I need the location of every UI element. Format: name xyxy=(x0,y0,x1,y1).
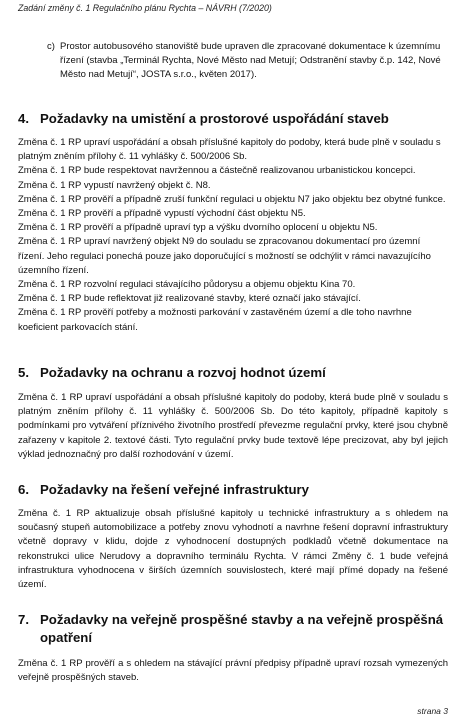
list-item-label: c) xyxy=(47,41,55,52)
section-title: Požadavky na veřejně prospěšné stavby a na veřejně prospěšná opatření xyxy=(40,612,444,645)
paragraph-line: Změna č. 1 RP bude respektovat navržennou a částečně realizovanou urbanistickou koncepci. xyxy=(18,165,416,177)
section-5-body: Změna č. 1 RP upraví uspořádání a obsah příslušné kapitoly do podoby, která bude plně v souladu s platným zněním přílohy č. 11 vyhlášky č. 500/2006 Sb. Do této kapitoly, případně kapitoly s podmínkami pro vytváření příznivého životního prostředí převezme regulační prvky, které jsou chybně zařazeny v kapitole 2. textové části. Tyto regulační prvky bude textově lépe precizovat, aby byl jejich výklad jednoznačný pro další rozhodování v území. xyxy=(18,392,448,460)
paragraph-line: Změna č. 1 RP upraví uspořádání a obsah příslušné kapitoly do podoby, která bude plně v souladu s platným zněním přílohy č. 11 vyhlášky č. 500/2006 Sb. xyxy=(18,137,441,163)
list-item-c xyxy=(47,40,448,82)
paragraph-line: Změna č. 1 RP prověří a případně upraví typ a výšku dvorního oplocení u objektu N5. xyxy=(18,222,378,234)
section-6-body: Změna č. 1 RP aktualizuje obsah příslušné kapitoly u technické infrastruktury a s ohledem na současný stupeň automobilizace a potřeby znovu vyhodnotí a navrhne řešení dopravní infrastruktury včetně dopravy v klidu, dojde z vyhodnocení dostupných podkladů včetně dokumentace na rekonstrukci ulice Nerudovy a dopravního terminálu Rychta. V rámci Změny č. 1 bude veřejná infrastruktura vyhodnocena v širších územních souvislostech, které mají přímé dopady na řešené území. xyxy=(18,508,448,591)
page-header: Zadání změny č. 1 Regulačního plánu Rychta – NÁVRH (7/2020) xyxy=(18,3,272,13)
list-item-text: Prostor autobusového stanoviště bude upraven dle zpracované dokumentace k územnímu řízení (stavba „Terminál Rychta, Nové Město nad Metují; Odstranění stavby č.p. 142, Nové Město nad Metují“, JOSTA s.r.o., květen 2017). xyxy=(60,41,441,80)
paragraph-line: Změna č. 1 RP rozvolní regulaci stávajícího půdorysu a objemu objektu Kina 70. xyxy=(18,279,356,291)
paragraph-line: Změna č. 1 RP bude reflektovat již realizované stavby, které označí jako stávající. xyxy=(18,293,361,305)
section-number: 4. xyxy=(18,111,29,126)
paragraph-line: Změna č. 1 RP prověří a případně vypustí východní část objektu N5. xyxy=(18,208,306,220)
section-4-heading xyxy=(18,110,448,128)
page-number: strana 3 xyxy=(417,706,448,716)
section-number: 7. xyxy=(18,612,29,627)
paragraph-line: Změna č. 1 RP prověří a případně zruší funkční regulaci u objektu N7 jako objektu bez obytné funkce. xyxy=(18,193,446,205)
section-4-body xyxy=(18,136,448,335)
paragraph-line: Změna č. 1 RP upraví navržený objekt N9 do souladu se zpracovanou dokumentací pro územní řízení. Jeho regulaci ponechá pouze jako doporučující s možností se odchýlit v rámci navazujícího územního řízení. xyxy=(18,236,431,276)
section-title: Požadavky na ochranu a rozvoj hodnot území xyxy=(40,365,326,380)
paragraph-line: Změna č. 1 RP prověří potřeby a možnosti parkování v zastavěném území a dle toho navrhne koeficient parkovacích stání. xyxy=(18,307,412,333)
section-number: 6. xyxy=(18,482,29,497)
section-7-body: Změna č. 1 RP prověří a s ohledem na stávající právní předpisy případně upraví rozsah vymezených veřejně prospěšných staveb. xyxy=(18,658,448,684)
section-title: Požadavky na řešení veřejné infrastruktury xyxy=(40,482,309,497)
section-title: Požadavky na umistění a prostorové uspořádání staveb xyxy=(40,111,389,126)
paragraph-line: Změna č. 1 RP vypustí navržený objekt č. N8. xyxy=(18,179,211,191)
section-number: 5. xyxy=(18,365,29,380)
section-6-heading xyxy=(18,481,448,499)
section-7-heading xyxy=(18,611,465,647)
section-5-heading xyxy=(18,364,448,382)
